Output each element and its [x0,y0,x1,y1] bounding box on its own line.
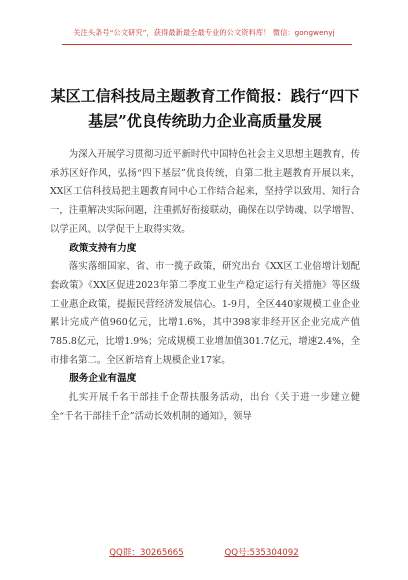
page-footer [0,546,408,558]
section-paragraph-service: 扎实开展千名干部挂千企帮扶服务活动，出台《关于进一步建立健全“千名干部挂千企”活动长效机制的通知》，领导 [50,392,360,422]
footer-qq-group: QQ群：30265665 [109,548,184,558]
section-paragraph-policy: 落实落细国家、省、市一揽子政策，研究出台《XX区工业倍增计划配套政策》《XX区促进2023年第二季度工业生产稳定运行有关措施》等区级工业惠企政策，提振民营经济发展信心。1-9月，全区440家规模工业企业累计完成产值960亿元，比增1.6%，其中398家非经开区企业完成产值785.8亿元，比增1.9%；完成规模工业增加值301.7亿元，增速2.4%，全市排名第二。全区新培育上规模企业17家。 [50,261,360,366]
footer-qq-number: QQ号:535304092 [224,548,299,558]
section-heading-policy: 政策支持有力度 [69,242,137,254]
header-promo-text: 关注头条号“公文研究”，获得最新最全最专业的公文资料库！ 微信：gongwenyj [73,28,335,37]
intro-paragraph: 为深入开展学习贯彻习近平新时代中国特色社会主义思想主题教育，传承苏区好作风，弘扬“四下基层”优良传统，自第二批主题教育开展以来，XX区工信科技局把主题教育同中心工作结合起来，坚持学以致用、知行合一，注重解决实际问题，注重抓好衔接联动，确保在以学铸魂、以学增智、以学正风、以学促干上取得实效。 [50,149,360,235]
header-divider [62,44,352,45]
document-title: 某区工信科技局主题教育工作简报：践行“四下基层”优良传统助力企业高质量发展 [50,87,360,130]
page-header [0,0,408,38]
document-body [50,146,360,427]
section-heading-service: 服务企业有温度 [69,373,137,385]
